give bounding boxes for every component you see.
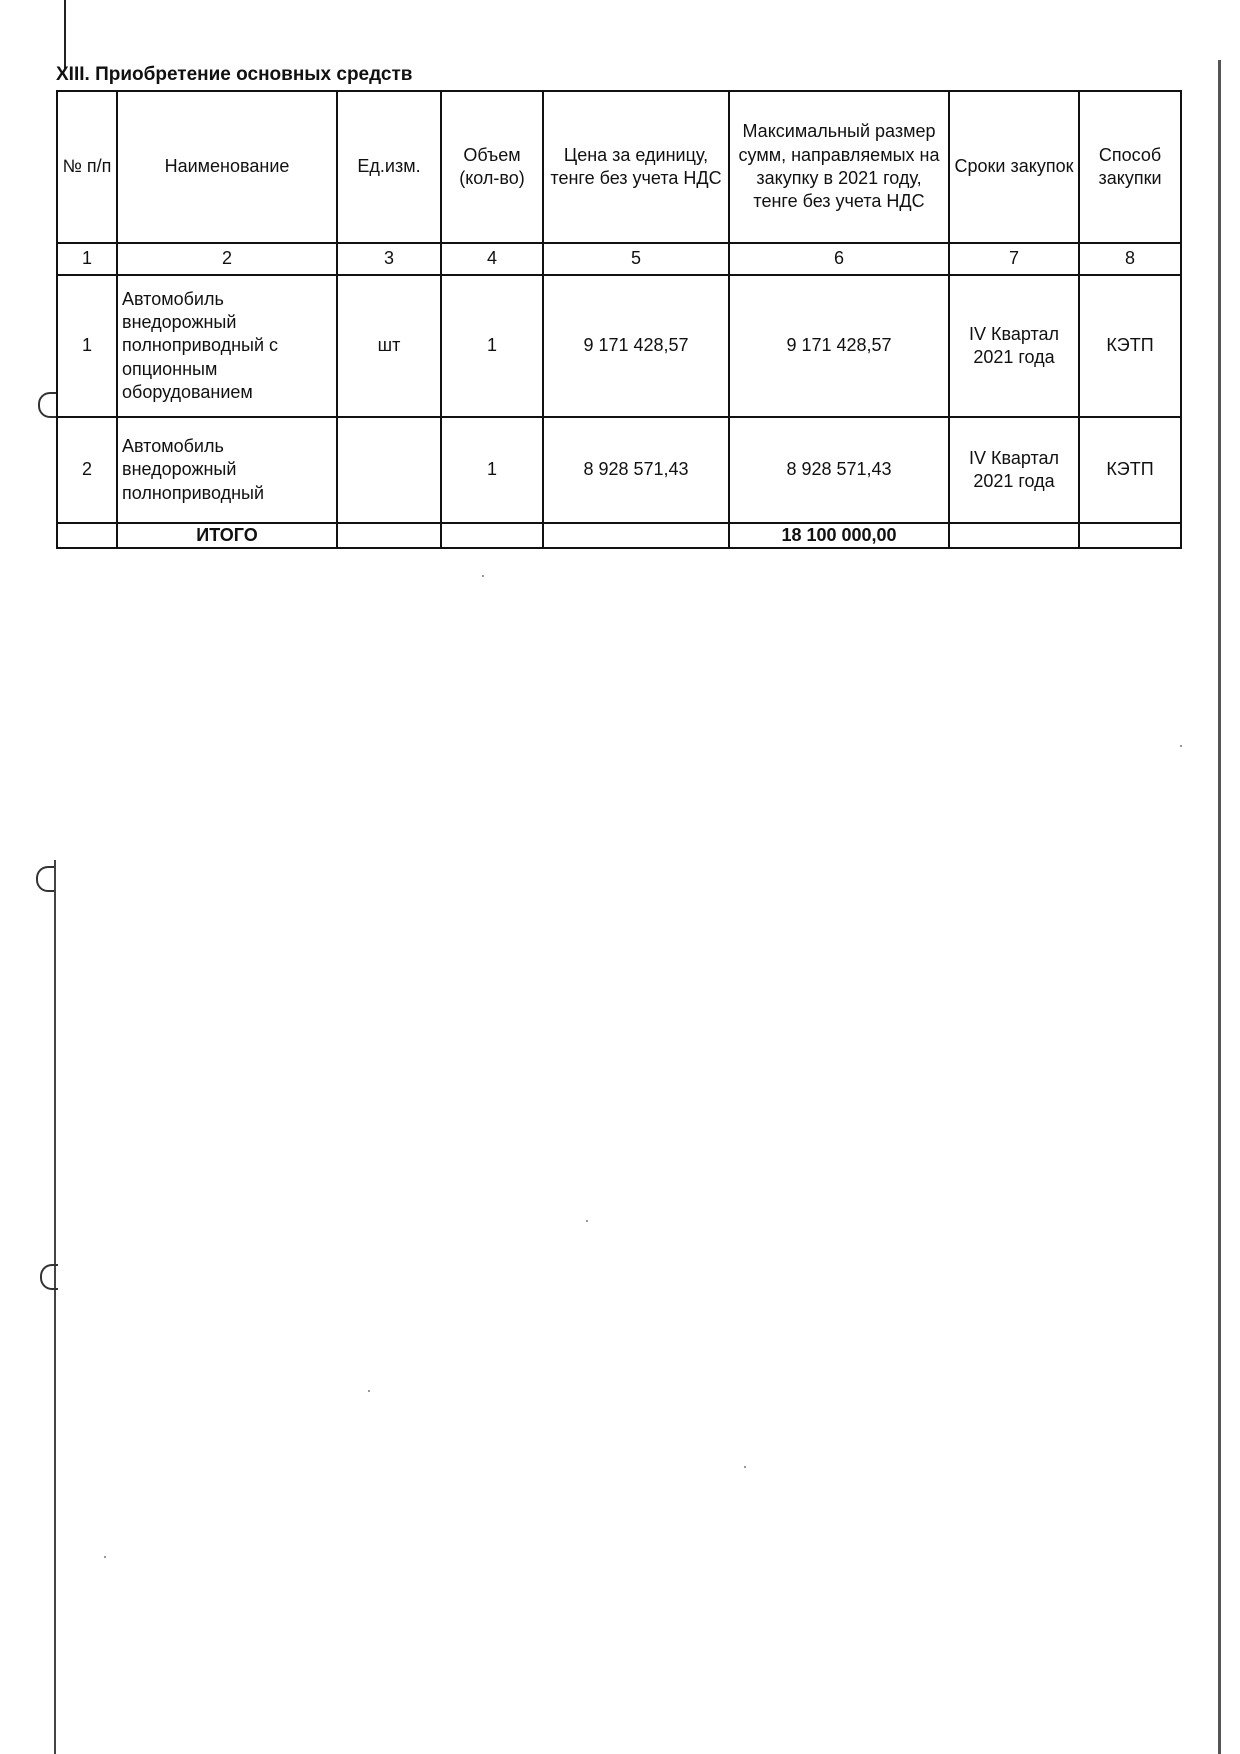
scan-edge-left	[54, 860, 56, 1754]
header-cell-max-sum: Максимальный размер сумм, направляемых на закупку в 2021 году, тенге без учета НДС	[729, 91, 949, 243]
total-empty-cell	[949, 523, 1079, 548]
header-row	[57, 91, 1181, 243]
column-number: 3	[337, 243, 441, 275]
total-row	[57, 523, 1181, 548]
row-price: 9 171 428,57	[543, 275, 729, 417]
punch-hole-mark	[40, 1264, 58, 1290]
header-cell-method: Способ закупки	[1079, 91, 1181, 243]
total-max-sum: 18 100 000,00	[729, 523, 949, 548]
column-number: 6	[729, 243, 949, 275]
column-number-row	[57, 243, 1181, 275]
total-empty-cell	[441, 523, 543, 548]
section-title: XIII. Приобретение основных средств	[56, 64, 413, 85]
column-number: 1	[57, 243, 117, 275]
header-cell-qty: Объем (кол-во)	[441, 91, 543, 243]
row-qty: 1	[441, 417, 543, 523]
column-number: 8	[1079, 243, 1181, 275]
header-cell-price: Цена за единицу, тенге без учета НДС	[543, 91, 729, 243]
row-term: IV Квартал 2021 года	[949, 417, 1079, 523]
header-cell-name: Наименование	[117, 91, 337, 243]
total-empty-cell	[543, 523, 729, 548]
scan-speck	[482, 575, 484, 577]
procurement-table	[56, 90, 1182, 549]
total-label: ИТОГО	[117, 523, 337, 548]
row-unit	[337, 417, 441, 523]
row-method: КЭТП	[1079, 417, 1181, 523]
row-num: 1	[57, 275, 117, 417]
row-method: КЭТП	[1079, 275, 1181, 417]
header-cell-num: № п/п	[57, 91, 117, 243]
scan-speck	[744, 1466, 746, 1468]
row-qty: 1	[441, 275, 543, 417]
header-cell-term: Сроки закупок	[949, 91, 1079, 243]
row-name: Автомобиль внедорожный полноприводный с опционным оборудованием	[117, 275, 337, 417]
row-max-sum: 8 928 571,43	[729, 417, 949, 523]
row-num: 2	[57, 417, 117, 523]
scan-speck	[1180, 745, 1182, 747]
column-number: 7	[949, 243, 1079, 275]
scan-speck	[368, 1390, 370, 1392]
table-row	[57, 417, 1181, 523]
row-term: IV Квартал 2021 года	[949, 275, 1079, 417]
row-max-sum: 9 171 428,57	[729, 275, 949, 417]
scan-edge-top	[64, 0, 66, 70]
row-unit: шт	[337, 275, 441, 417]
total-empty-cell	[1079, 523, 1181, 548]
scan-speck	[104, 1556, 106, 1558]
total-empty-cell	[337, 523, 441, 548]
punch-hole-mark	[38, 392, 56, 418]
header-cell-unit: Ед.изм.	[337, 91, 441, 243]
column-number: 5	[543, 243, 729, 275]
table-row	[57, 275, 1181, 417]
column-number: 2	[117, 243, 337, 275]
punch-hole-mark	[36, 866, 54, 892]
total-empty-cell	[57, 523, 117, 548]
row-name: Автомобиль внедорожный полноприводный	[117, 417, 337, 523]
scan-speck	[586, 1220, 588, 1222]
scan-edge-right	[1218, 60, 1221, 1754]
row-price: 8 928 571,43	[543, 417, 729, 523]
column-number: 4	[441, 243, 543, 275]
